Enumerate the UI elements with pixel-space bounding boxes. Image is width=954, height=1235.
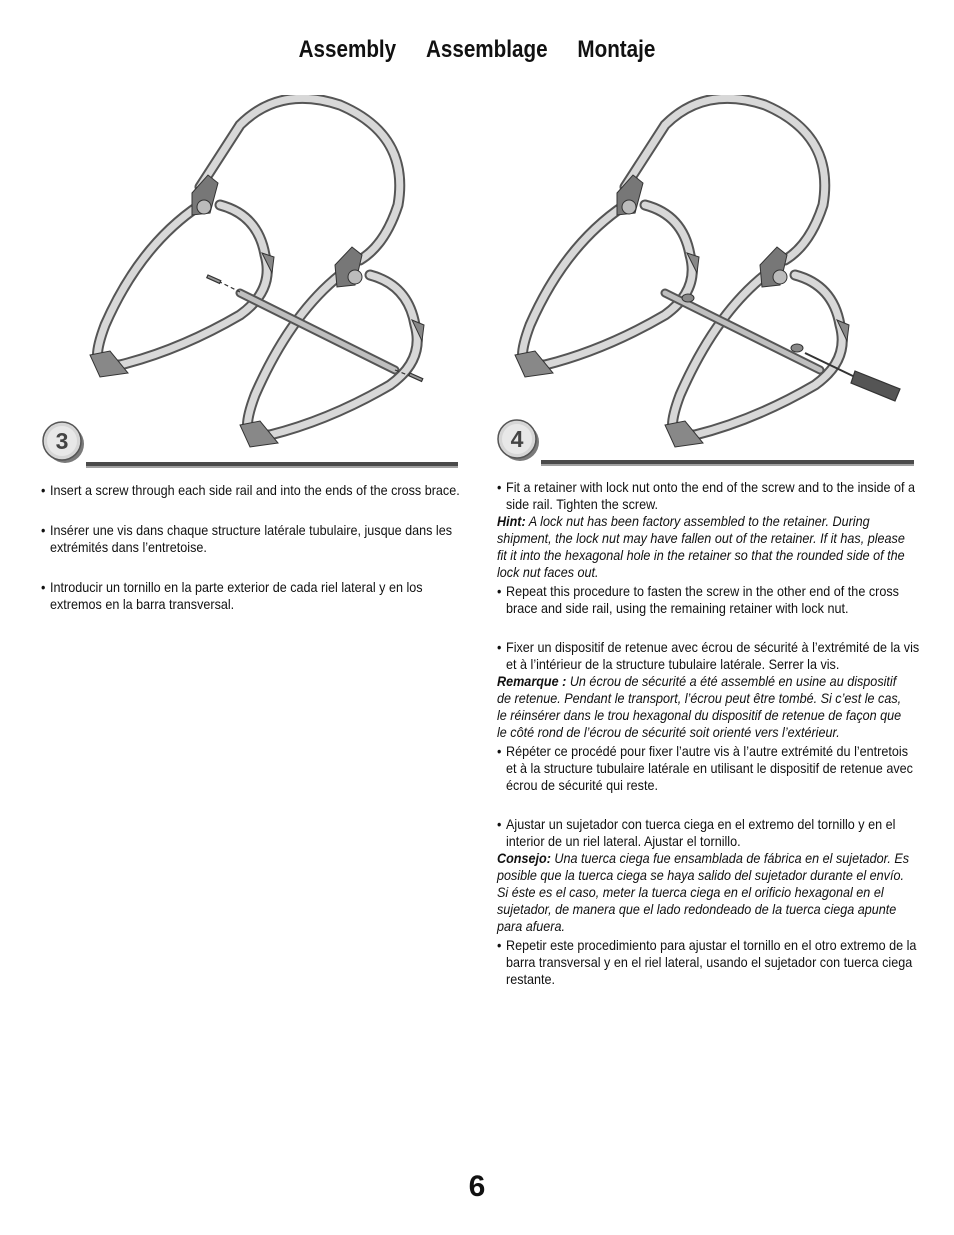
title-spanish: Montaje [577,36,656,63]
step-4-english-hint: Hint: A lock nut has been factory assembled to the retainer. During shipment, the lock nut may have fallen out of the retainer. If it has, please fit it into the hexagonal hole in the retainer so that the rounded side of the lock nut faces out. [497,513,905,580]
step-3-french-instruction: • Insérer une vis dans chaque structure latérale tubulaire, jusque dans les extrémités dans l’entretoise. [41,522,453,555]
title-english: Assembly [298,36,397,63]
page-title [67,36,887,64]
page-number: 6 [468,1170,486,1203]
step-4-french-bullet-2: • Répéter ce procédé pour fixer l’autre vis à l’autre extrémité du l’entretois et à la structure tubulaire latérale en utilisant le dispositif de retenue avec écrou de sécurité qui reste. [497,743,913,793]
step-4-english-bullet-1: • Fit a retainer with lock nut onto the end of the screw and to the inside of a side rail. Tighten the screw. [497,479,916,512]
bullet-icon: • [497,816,502,832]
bullet-icon: • [41,522,46,538]
bullet-icon: • [497,937,502,953]
bullet-icon: • [497,479,502,495]
step-4-english-bullet-2: • Repeat this procedure to fasten the screw in the other end of the cross brace and side rail, using the remaining retainer with lock nut. [497,583,899,616]
step-4-spanish-tip: Consejo: Una tuerca ciega fue ensamblada de fábrica en el sujetador. Es posible que la tuerca ciega se haya salido del sujetador durante el envío. Si éste es el caso, meter la tuerca ciega en el orificio hexagonal en el sujetador, de manera que el lado redondeado de la tuerca ciega apunte para afuera. [497,850,910,934]
step-3-spanish-instruction: • Introducir un tornillo en la parte exterior de cada riel lateral y en los extremos en la barra transversal. [41,579,423,612]
step-3-english-instruction: • Insert a screw through each side rail and into the ends of the cross brace. [41,482,460,498]
step-4-spanish-bullet-2: • Repetir este procedimiento para ajustar el tornillo en el otro extremo de la barra transversal y en el riel lateral, usando el sujetador con tuerca ciega restante. [497,937,917,987]
step-4-instructions [497,479,920,988]
step-3-badge [42,421,86,465]
step-4-illustration [505,95,905,455]
step-3-number: 3 [55,428,69,454]
step-4-badge [497,419,541,463]
step-4-french-remark: Remarque : Un écrou de sécurité a été assemblé en usine au dispositif de retenue. Pendant le transport, l’écrou peut être tombé. Si c’est le cas, le réinsérer dans le trou hexagonal du dispositif de retenue de façon que le côté rond de l’écrou de sécurité soit orienté vers l’extérieur. [497,673,902,740]
step-4-spanish-bullet-1: • Ajustar un sujetador con tuerca ciega en el extremo del tornillo y en el interior de un riel lateral. Ajustar el tornillo. [497,816,896,849]
step-4-divider [541,460,914,464]
bullet-icon: • [41,482,46,498]
step-3-illustration [80,95,440,455]
bullet-icon: • [497,639,502,655]
step-4-number: 4 [510,426,524,452]
bullet-icon: • [497,583,502,599]
title-french: Assemblage [425,36,548,63]
step-4-french-bullet-1: • Fixer un dispositif de retenue avec écrou de sécurité à l’extrémité de la vis et à l’intérieur de la structure tubulaire latérale. Serrer la vis. [497,639,920,672]
step-3-instructions [41,482,460,613]
bullet-icon: • [497,743,502,759]
bullet-icon: • [41,579,46,595]
step-3-divider [86,462,458,466]
